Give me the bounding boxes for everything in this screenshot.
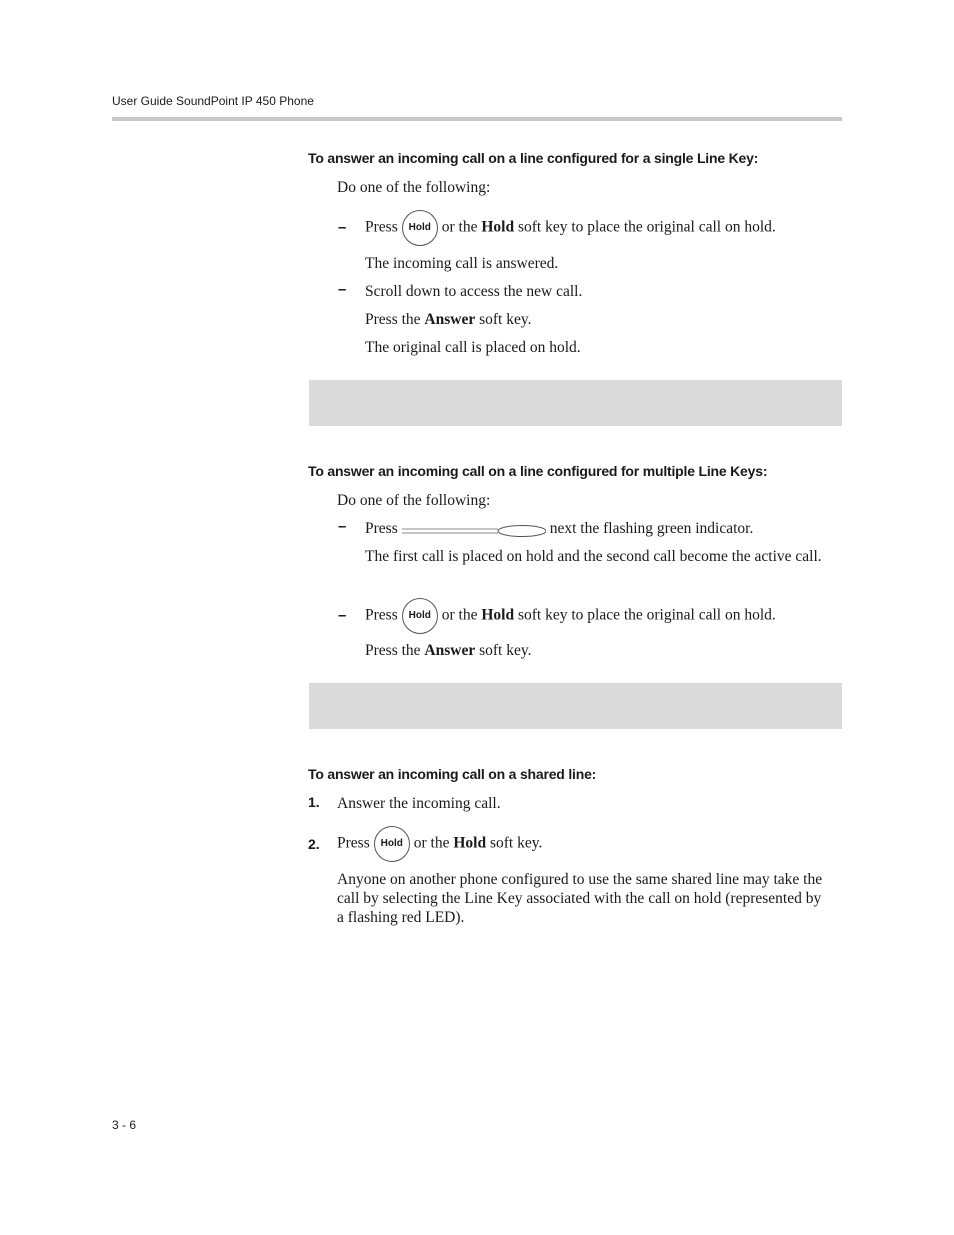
- soft-key-text: soft key.: [479, 642, 532, 659]
- step-text: Answer the incoming call.: [337, 795, 501, 812]
- result-text: The original call is placed on hold.: [365, 339, 581, 356]
- or-the-text: or the: [441, 218, 478, 236]
- hold-key-icon: Hold: [402, 598, 438, 634]
- running-header: User Guide SoundPoint IP 450 Phone: [112, 94, 314, 108]
- result-text: The incoming call is answered.: [365, 255, 559, 272]
- press-text: Press: [337, 834, 370, 852]
- bold-hold: Hold: [481, 606, 515, 624]
- section-heading-shared: To answer an incoming call on a shared line:: [308, 766, 597, 782]
- intro-text: Do one of the following:: [337, 492, 491, 509]
- dash-bullet: –: [338, 219, 347, 236]
- note-box: [309, 380, 842, 426]
- option-press-hold: [365, 598, 776, 634]
- press-text: Press: [365, 606, 398, 624]
- dash-bullet: –: [338, 281, 347, 298]
- option-press-hold: [365, 210, 776, 246]
- section-heading-single: To answer an incoming call on a line configured for a single Line Key:: [308, 150, 759, 166]
- bold-answer: Answer: [424, 642, 476, 659]
- press-text: Press: [365, 520, 398, 537]
- hold-key-icon: Hold: [374, 826, 410, 862]
- dash-bullet: –: [338, 607, 347, 624]
- press-text: Press: [365, 218, 398, 236]
- press-the-text: Press the: [365, 642, 421, 659]
- or-the-text: or the: [413, 834, 450, 852]
- option-scroll: Scroll down to access the new call.: [365, 283, 583, 300]
- option-rest-text: next the flashing green indicator.: [549, 520, 754, 537]
- note-box: [309, 683, 842, 729]
- press-answer-line: [365, 641, 531, 660]
- or-the-text: or the: [441, 606, 478, 624]
- bold-answer: Answer: [424, 311, 476, 328]
- option-press-line-key: [365, 519, 753, 538]
- step-number: 1.: [308, 794, 320, 810]
- hold-key-icon: Hold: [402, 210, 438, 246]
- step-number: 2.: [308, 836, 320, 852]
- section-heading-multiple: To answer an incoming call on a line configured for multiple Line Keys:: [308, 463, 768, 479]
- press-answer-line: [365, 310, 531, 329]
- intro-text: Do one of the following:: [337, 179, 491, 196]
- option-rest-text: soft key to place the original call on hold.: [517, 606, 776, 624]
- step-result-text: Anyone on another phone configured to use the same shared line may take the call by selecting the Line Key associated with the call on hold (represented by a flashing red LED).: [337, 871, 823, 926]
- soft-key-text: soft key.: [479, 311, 532, 328]
- dash-bullet: –: [338, 518, 347, 535]
- step-rest-text: soft key.: [489, 834, 543, 852]
- header-divider: [112, 117, 842, 121]
- result-text: The first call is placed on hold and the second call become the active call.: [365, 548, 822, 565]
- line-key-icon: [402, 523, 546, 535]
- bold-hold: Hold: [453, 834, 487, 852]
- bold-hold: Hold: [481, 218, 515, 236]
- page-number: 3 - 6: [112, 1118, 137, 1132]
- press-the-text: Press the: [365, 311, 421, 328]
- option-rest-text: soft key to place the original call on hold.: [517, 218, 776, 236]
- step-press-hold: [337, 826, 542, 862]
